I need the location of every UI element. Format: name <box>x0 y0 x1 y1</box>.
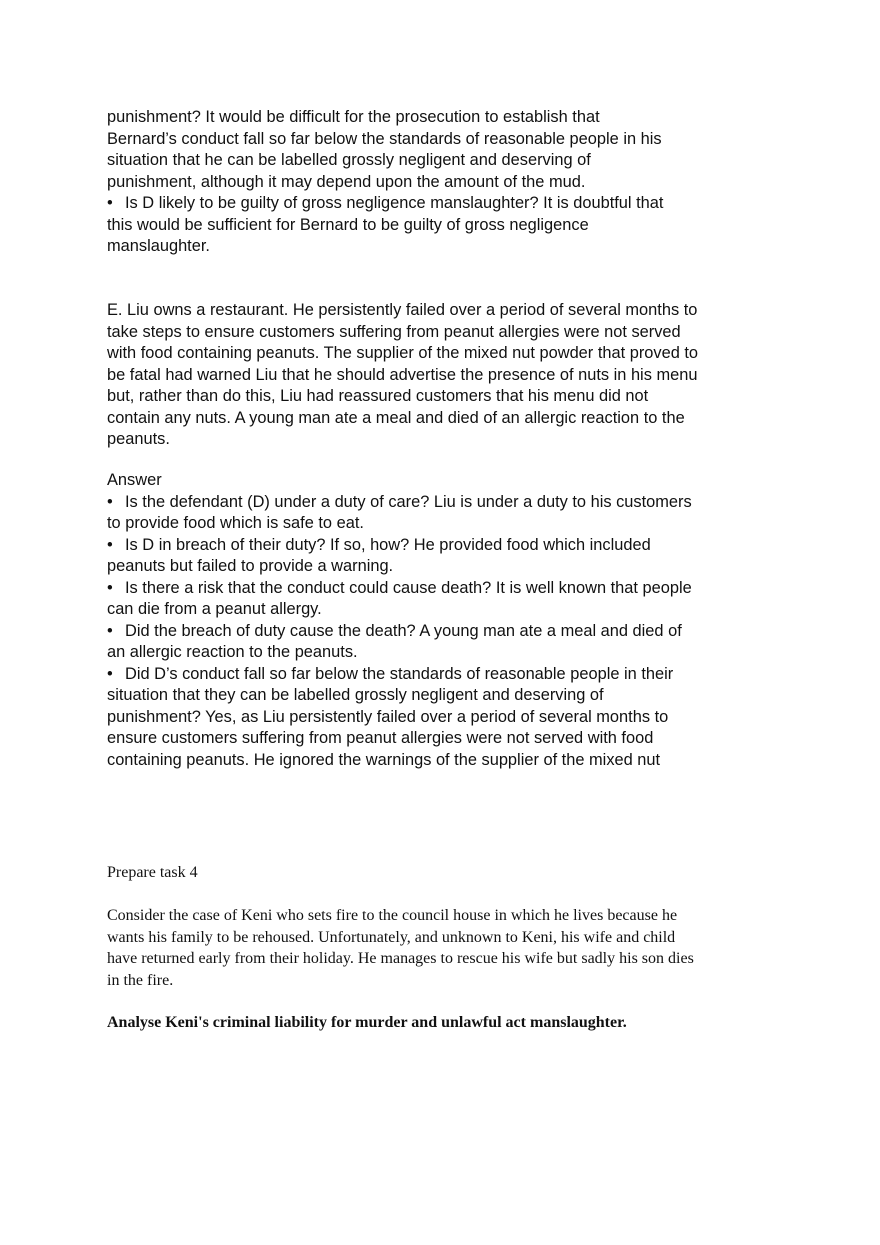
answer-heading: Answer <box>107 471 162 489</box>
bullet-text: Is D likely to be guilty of gross negligence manslaughter? It is doubtful that <box>125 194 664 212</box>
text-line: Bernard’s conduct fall so far below the standards of reasonable people in his <box>107 129 662 148</box>
text-line: be fatal had warned Liu that he should advertise the presence of nuts in his menu <box>107 365 698 384</box>
text-line: containing peanuts. He ignored the warnings of the supplier of the mixed nut <box>107 750 661 769</box>
text-line: contain any nuts. A young man ate a meal and died of an allergic reaction to the <box>107 408 685 427</box>
bullet-glyph: • <box>107 578 113 597</box>
bullet-text: Did the breach of duty cause the death? A young man ate a meal and died of <box>125 621 682 640</box>
bullet-glyph: • <box>107 492 113 511</box>
text-line: to provide food which is safe to eat. <box>107 514 364 532</box>
text-line: can die from a peanut allergy. <box>107 600 322 618</box>
bullet-item <box>107 621 692 643</box>
text-line: in the fire. <box>107 971 174 989</box>
text-line: punishment, although it may depend upon the amount of the mud. <box>107 172 586 191</box>
text-line: this would be sufficient for Bernard to be guilty of gross negligence <box>107 215 589 234</box>
text-line: with food containing peanuts. The supplier of the mixed nut powder that proved to <box>107 344 699 362</box>
text-line: take steps to ensure customers suffering from peanut allergies were not served <box>107 322 681 341</box>
text-line: peanuts. <box>107 430 170 448</box>
scenario-e-paragraph <box>107 300 698 451</box>
text-line: situation that they can be labelled grossly negligent and deserving of <box>107 686 604 704</box>
text-line: manslaughter. <box>107 237 210 255</box>
bullet-text: Is D in breach of their duty? If so, how? He provided food which included <box>125 535 651 554</box>
bullet-item <box>107 578 692 600</box>
text-line: an allergic reaction to the peanuts. <box>107 643 358 661</box>
bullet-glyph: • <box>107 621 113 640</box>
text-line: Consider the case of Keni who sets fire to the council house in which he lives because he <box>107 907 678 924</box>
bullet-item <box>107 664 692 686</box>
text-line: have returned early from their holiday. He manages to rescue his wife but sadly his son dies <box>107 950 694 967</box>
bullet-glyph: • <box>107 194 113 212</box>
bullet-text: Did D’s conduct fall so far below the standards of reasonable people in their <box>125 664 674 683</box>
text-line: peanuts but failed to provide a warning. <box>107 557 394 575</box>
task4-heading: Prepare task 4 <box>107 864 198 881</box>
bullet-item <box>107 193 663 215</box>
text-line: E. Liu owns a restaurant. He persistently failed over a period of several months to <box>107 301 698 319</box>
text-line: punishment? Yes, as Liu persistently failed over a period of several months to <box>107 707 669 726</box>
text-line: ensure customers suffering from peanut allergies were not served with food <box>107 729 654 747</box>
task4-instruction: Analyse Keni's criminal liability for murder and unlawful act manslaughter. <box>107 1014 627 1031</box>
text-line: but, rather than do this, Liu had reassured customers that his menu did not <box>107 387 649 405</box>
bullet-glyph: • <box>107 664 113 683</box>
text-line: wants his family to be rehoused. Unfortunately, and unknown to Keni, his wife and child <box>107 928 676 946</box>
bullet-glyph: • <box>107 535 113 554</box>
bullet-text: Is the defendant (D) under a duty of care? Liu is under a duty to his customers <box>125 492 692 511</box>
bullet-item <box>107 535 692 557</box>
text-line: punishment? It would be difficult for the prosecution to establish that <box>107 108 600 126</box>
task4-paragraph <box>107 905 694 991</box>
top-paragraph <box>107 107 663 258</box>
bullet-item <box>107 492 692 514</box>
bullet-text: Is there a risk that the conduct could cause death? It is well known that people <box>125 578 692 597</box>
answer-section <box>107 470 692 771</box>
text-line: situation that he can be labelled grossly negligent and deserving of <box>107 151 591 169</box>
